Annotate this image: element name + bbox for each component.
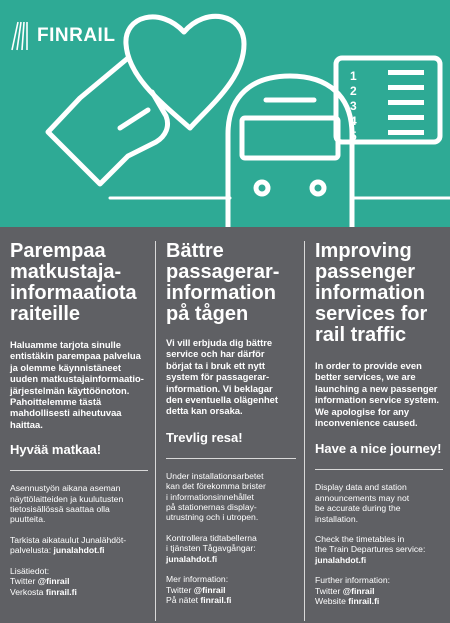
timetable-link[interactable]: junalahdot.fi — [315, 554, 367, 565]
display-number: 2 — [350, 84, 357, 98]
greeting: Hyvää matkaa! — [10, 442, 102, 458]
timetable-link[interactable]: junalahdot.fi — [53, 545, 105, 556]
finrail-logo-icon — [8, 20, 34, 52]
timetable-text: Kontrollera tidtabellerna i tjänsten Tågavgångar: junalahdot.fi — [166, 532, 257, 564]
timetable-text: Check the timetables in the Train Departures service: junalahdot.fi — [315, 534, 426, 565]
column-swedish — [166, 241, 296, 605]
display-number: 3 — [350, 99, 357, 113]
logo-text: FINRAIL — [37, 25, 116, 46]
display-number: 4 — [350, 114, 357, 128]
column-finnish — [10, 241, 148, 597]
greeting: Have a nice journey! — [315, 441, 442, 457]
notice-text: Asennustyön aikana aseman näyttölaitteiden ja kuulutusten tietosisällössä saattaa olla puutteita. — [10, 483, 124, 525]
notice-text: Display data and station announcements may not be accurate during the installation. — [315, 482, 410, 524]
display-number: 1 — [350, 69, 357, 83]
info-columns — [0, 227, 450, 623]
timetable-text: Tarkista aikataulut Junalähdöt- palvelusta: junalahdot.fi — [10, 534, 127, 556]
illustration-banner — [0, 0, 450, 227]
twitter-handle[interactable]: @finrail — [193, 584, 226, 595]
website-link[interactable]: finrail.fi — [45, 586, 77, 597]
column-divider — [304, 241, 305, 621]
hand-icon — [48, 58, 168, 184]
twitter-handle[interactable]: @finrail — [37, 576, 70, 587]
contact-info: Mer information: Twitter @finrail På nätet finrail.fi — [166, 574, 232, 605]
finrail-logo — [8, 20, 115, 52]
lead-paragraph: Haluamme tarjota sinulle entistäkin parempaa palvelua ja olemme käynnistäneet uuden matkustajainformaatio- järjestelmän käyttöönoton. Pahoittelemme tästä mahdollisesti aiheutuvaa haittaa. — [10, 339, 144, 430]
website-link[interactable]: finrail.fi — [348, 596, 380, 607]
website-link[interactable]: finrail.fi — [200, 594, 232, 605]
column-divider — [155, 241, 156, 621]
lead-paragraph: In order to provide even better services, we are launching a new passenger information service system. We apologise for any inconvenience caused. — [315, 360, 440, 429]
heading: Improving passenger information services for rail traffic — [315, 240, 428, 346]
twitter-handle[interactable]: @finrail — [342, 585, 375, 596]
timetable-link[interactable]: junalahdot.fi — [166, 553, 218, 564]
column-english — [315, 241, 443, 607]
contact-info: Lisätiedot: Twitter @finrail Verkosta finrail.fi — [10, 565, 77, 597]
lead-paragraph: Vi vill erbjuda dig bättre service och har därför börjat ta i bruk ett nytt system för passagerar- information. Vi beklagar den eventuella olägenhet detta kan orsaka. — [166, 337, 279, 417]
contact-info: Further information: Twitter @finrail Website finrail.fi — [315, 575, 390, 607]
notice-text: Under installationsarbetet kan det förekomma brister i informationsinnehållet på stationernas display- utrustning och i utropen. — [166, 470, 266, 523]
display-number: 5 — [350, 129, 357, 143]
heading: Bättre passagerar- information på tågen — [166, 240, 280, 325]
heading: Parempaa matkustaja- informaatiota raiteille — [10, 240, 137, 325]
greeting: Trevlig resa! — [166, 429, 243, 445]
